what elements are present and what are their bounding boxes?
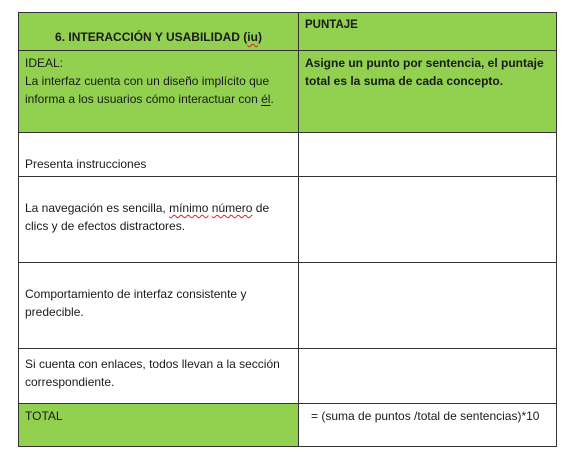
total-row bbox=[19, 404, 557, 447]
criterion-text-cell bbox=[19, 133, 299, 177]
criterion-text-word1: mínimo bbox=[169, 201, 209, 215]
criterion-text: Comportamiento de interfaz consistente y predecible. bbox=[25, 287, 247, 319]
ideal-text-underlined: él bbox=[261, 92, 271, 106]
section-title-prefix: 6. INTERACCIÓN Y USABILIDAD ( bbox=[55, 30, 248, 44]
total-label-cell bbox=[19, 404, 299, 447]
ideal-instruction: Asigne un punto por sentencia, el puntaje total es la suma de cada concepto. bbox=[305, 56, 544, 88]
criterion-text-word2: número bbox=[211, 201, 253, 215]
total-formula-cell bbox=[299, 404, 557, 447]
ideal-label: IDEAL: bbox=[25, 56, 64, 70]
score-title: PUNTAJE bbox=[305, 19, 358, 31]
criterion-text-cell bbox=[19, 263, 299, 349]
criterion-score-cell[interactable] bbox=[299, 349, 557, 404]
criterion-score-cell[interactable] bbox=[299, 263, 557, 349]
ideal-cell bbox=[19, 51, 299, 133]
section-title-abbr: iu bbox=[247, 30, 258, 44]
score-title-cell bbox=[299, 13, 557, 51]
criterion-row bbox=[19, 349, 557, 404]
total-formula: = (suma de puntos /total de sentencias)*10 bbox=[311, 409, 540, 423]
total-label: TOTAL bbox=[25, 409, 63, 423]
section-title-suffix: ) bbox=[257, 30, 262, 44]
criterion-row bbox=[19, 177, 557, 263]
criterion-text-prefix: La navegación es sencilla, bbox=[25, 201, 170, 215]
criterion-text: Si cuenta con enlaces, todos llevan a la sección correspondiente. bbox=[25, 357, 280, 389]
criterion-score-cell[interactable] bbox=[299, 177, 557, 263]
criterion-text: Presenta instrucciones bbox=[25, 157, 147, 171]
criterion-text-cell bbox=[19, 349, 299, 404]
criterion-text-cell bbox=[19, 177, 299, 263]
criterion-text-suffix: de clics y de efectos distractores. bbox=[25, 201, 270, 233]
header-row bbox=[19, 13, 557, 51]
criterion-row bbox=[19, 133, 557, 177]
section-title-cell bbox=[19, 13, 299, 51]
ideal-instruction-cell bbox=[299, 51, 557, 133]
ideal-text bbox=[25, 72, 292, 108]
ideal-text-end: . bbox=[270, 92, 274, 106]
criterion-score-cell[interactable] bbox=[299, 133, 557, 177]
criterion-row bbox=[19, 263, 557, 349]
ideal-text-main: La interfaz cuenta con un diseño implícito que informa a los usuarios cómo interactuar con bbox=[25, 74, 270, 106]
usability-rubric-table bbox=[18, 12, 557, 447]
ideal-row bbox=[19, 51, 557, 133]
